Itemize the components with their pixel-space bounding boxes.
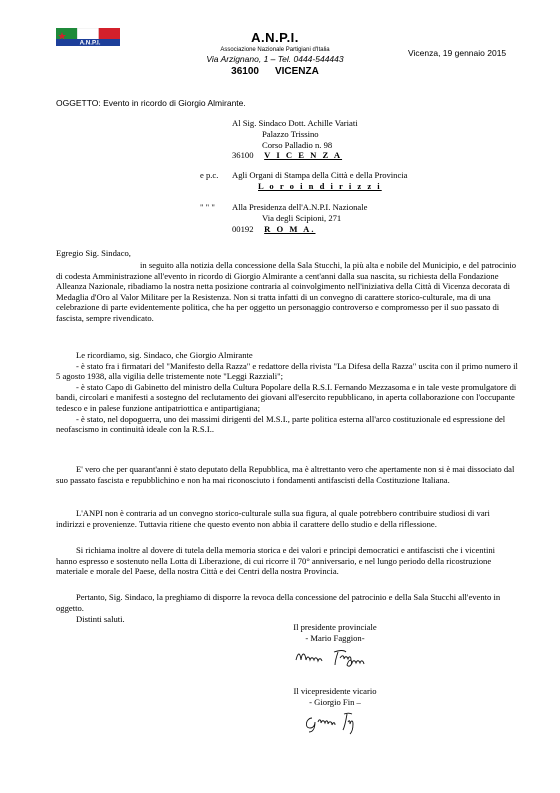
signer-2-role: Il vicepresidente vicario [293, 686, 377, 696]
recipient-line3: Corso Palladio n. 98 [262, 139, 333, 150]
subject-line: OGGETTO: Evento in ricordo di Giorgio Almirante. [56, 98, 246, 108]
cc-line1: Agli Organi di Stampa della Città e della Provincia [232, 170, 408, 180]
cc2-city-line [232, 224, 367, 235]
paragraph-3: E' vero che per quarant'anni è stato deputato della Repubblica, ma è altrettanto vero che apertamente non si è mai dissociato dal suo passato fascista e repubblichino e non ha mai riconosciuto i fondamenti antifascisti della Costituzione Italiana. [56, 464, 515, 485]
org-name: A.N.P.I. [251, 30, 299, 45]
cc-prefix: e p.c. [200, 170, 219, 180]
salutation: Egregio Sig. Sindaco, [56, 248, 131, 258]
recipient-zip: 36100 [232, 150, 254, 161]
paragraph-2-item-b: - è stato Capo di Gabinetto del ministro della Cultura Popolare della R.S.I. Fernando Mezzasoma e in tale veste promulgatore di bandi, circolari e manifesti a sostegno del reclutamento dei giovani all'esercito repubblicano, in aperta collaborazione con l'occupante tedesco e in palese funzione antipatriottica e antipartigiana; [56, 381, 517, 413]
signature-2-handwriting [300, 710, 370, 736]
place-date: Vicenza, 19 gennaio 2015 [408, 48, 507, 58]
org-city: VICENZA [274, 66, 319, 77]
cc-line2: L o r o i n d i r i z z i [258, 180, 382, 191]
cc2-line1: Alla Presidenza dell'A.N.P.I. Nazionale [232, 202, 368, 212]
recipient-line1: Al Sig. Sindaco Dott. Achille Variati [232, 118, 358, 128]
paragraph-4: L'ANPI non è contraria ad un convegno storico-culturale sulla sua figura, al quale potrebbero contribuire studiosi di vari indirizzi e provenienze. Tuttavia ritiene che questo evento non abbia il carattere dello studio e della riflessione. [56, 508, 490, 529]
signature-block-2 [270, 686, 400, 736]
cc-block [200, 170, 218, 181]
org-city-line [190, 66, 360, 78]
anpi-logo [56, 28, 120, 50]
org-subtitle: Associazione Nazionale Partigiani d'Italia [220, 47, 330, 53]
recipient-city: V I C E N Z A [264, 150, 343, 161]
paragraph-2 [56, 350, 518, 435]
signature-block-1 [270, 622, 400, 668]
recipient-block [232, 118, 358, 161]
paragraph-2-intro: Le ricordiamo, sig. Sindaco, che Giorgio Almirante [76, 350, 253, 360]
paragraph-2-item-c: - è stato, nel dopoguerra, uno dei massimi dirigenti del M.S.I., parte politica esterna all'arco costituzionale ed espressione del neofascismo in continuità ideale con la R.S.I.. [56, 413, 506, 435]
cc2-zip: 00192 [232, 223, 254, 234]
signer-1-role: Il presidente provinciale [293, 622, 377, 632]
recipient-line2: Palazzo Trissino [262, 128, 319, 139]
cc2-city: R O M A. [264, 223, 316, 234]
org-postcode: 36100 [231, 66, 259, 77]
signer-2-name: - Giorgio Fin – [309, 696, 361, 707]
cc2-line2: Via degli Scipioni, 271 [262, 212, 342, 223]
recipient-city-line [232, 150, 358, 161]
paragraph-5: Si richiama inoltre al dovere di tutela della memoria storica e dei valori e principi democratici e antifascisti che i vicentini hanno espresso e sostenuto nella Lotta di Liberazione, di cui ricorre il 70° anniversario, e nel lungo periodo della ricostruzione materiale e morale del Paese, della nostra Città e dei Centri della nostra Provincia. [56, 545, 496, 577]
cc2-lines [232, 202, 367, 234]
paragraph-6: Pertanto, Sig. Sindaco, la preghiamo di disporre la revoca della concessione del patrocinio e della Sala Stucchi all'evento in oggetto. [56, 592, 501, 613]
letterhead [190, 30, 360, 78]
paragraph-1: in seguito alla notizia della concessione della Sala Stucchi, la più alta e nobile del Municipio, e del patrocinio di codesta Amministrazione all'evento in ricordo di Giorgio Almirante a cent'anni dalla sua nascita, su richiesta della Fondazione Alleanza Nazionale, ribadiamo la nostra netta posizione contraria al coinvolgimento nell'iniziativa della Città di Vicenza decorata di Medaglia d'Oro al Valor Militare per la Resistenza. Non si tratta infatti di un convegno di carattere storico-culturale, ma di una celebrazione di parte evidentemente politica, che ha per oggetto un personaggio controverso e compromesso per il suo passato di fascista, sempre rivendicato. [56, 260, 517, 323]
cc-lines [232, 170, 408, 192]
signature-1-handwriting [290, 646, 380, 668]
logo-text: A.N.P.I. [79, 39, 101, 47]
cc2-prefix: " " " [200, 202, 215, 212]
org-address: Via Arzignano, 1 – Tel. 0444-544443 [206, 54, 344, 64]
closing: Distinti saluti. [76, 614, 125, 624]
cc2-prefix-block [200, 202, 215, 213]
signer-1-name: - Mario Faggion- [305, 632, 365, 643]
paragraph-2-item-a: - è stato fra i firmatari del "Manifesto della Razza" e redattore della rivista "La Difesa della Razza" uscita con il primo numero il 5 agosto 1938, alla vigilia delle tristemente note "Leggi Razziali"; [56, 360, 518, 382]
